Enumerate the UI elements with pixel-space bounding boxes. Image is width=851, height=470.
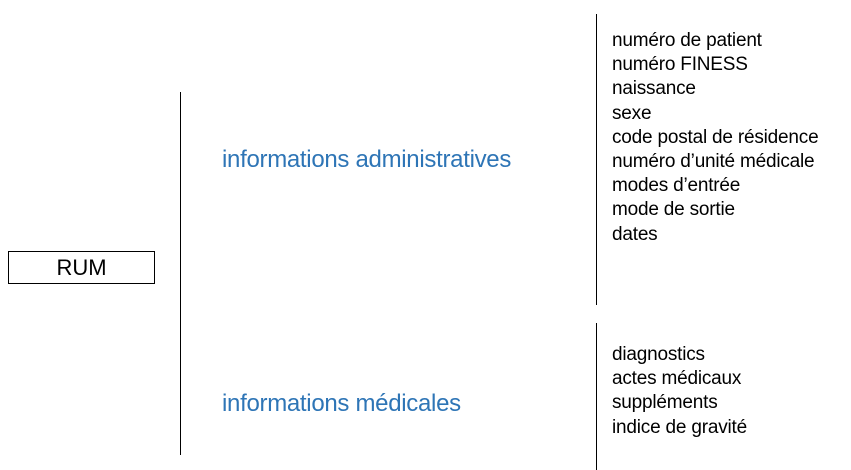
- list-item: code postal de résidence: [612, 126, 819, 148]
- root-node-rum: [8, 251, 155, 284]
- category-medical-label: informations médicales: [222, 390, 461, 417]
- category-administrative-label: informations administratives: [222, 146, 512, 173]
- list-item: numéro d’unité médicale: [612, 151, 815, 173]
- administrative-bracket-line: [596, 14, 597, 305]
- list-item: numéro FINESS: [612, 54, 748, 76]
- list-item: sexe: [612, 102, 652, 124]
- root-node-label: RUM: [56, 254, 107, 280]
- list-item: numéro de patient: [612, 30, 762, 51]
- medical-bracket-line: [596, 323, 597, 470]
- administrative-items-list: [612, 29, 818, 247]
- list-item: diagnostics: [612, 344, 705, 365]
- list-item: naissance: [612, 78, 696, 100]
- list-item: actes médicaux: [612, 368, 742, 390]
- list-item: suppléments: [612, 392, 718, 414]
- list-item: indice de gravité: [612, 416, 747, 438]
- list-item: mode de sortie: [612, 199, 735, 221]
- root-bracket-line: [180, 92, 181, 455]
- medical-items-list: [612, 343, 747, 440]
- list-item: modes d’entrée: [612, 175, 741, 197]
- list-item: dates: [612, 223, 658, 245]
